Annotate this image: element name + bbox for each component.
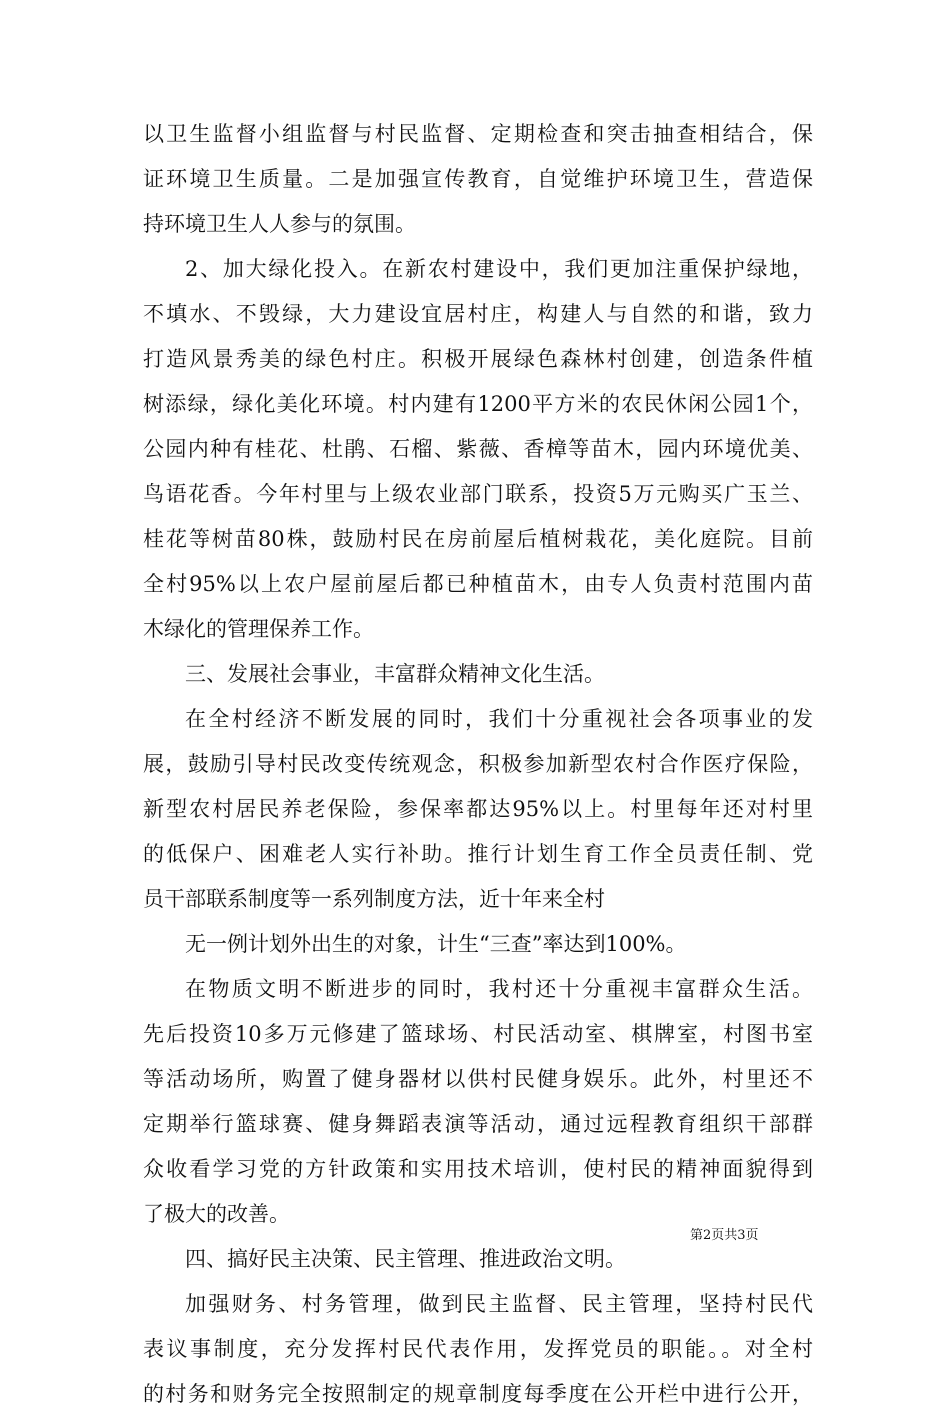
text-line: 公园内种有桂花、杜鹃、石榴、紫薇、香樟等苗木，园内环境优美、 [143, 437, 813, 461]
text-line: 木绿化的管理保养工作。 [143, 617, 374, 641]
text-line: 展，鼓励引导村民改变传统观念，积极参加新型农村合作医疗保险， [143, 752, 813, 776]
text-line: 桂花等树苗80株，鼓励村民在房前屋后植树栽花，美化庭院。目前 [143, 527, 813, 551]
section-heading: 三、发展社会事业，丰富群众精神文化生活。 [185, 662, 605, 686]
text-line: 证环境卫生质量。二是加强宣传教育，自觉维护环境卫生，营造保 [143, 167, 813, 191]
document-body [143, 112, 813, 1417]
text-line: 的村务和财务完全按照制定的规章制度每季度在公开栏中进行公开， [143, 1382, 813, 1406]
text-line: 表议事制度，充分发挥村民代表作用，发挥党员的职能。。对全村 [143, 1337, 813, 1361]
text-line: 了极大的改善。 [143, 1202, 290, 1226]
text-line: 先后投资10多万元修建了篮球场、村民活动室、棋牌室，村图书室 [143, 1022, 813, 1046]
text-line: 全村95%以上农户屋前屋后都已种植苗木，由专人负责村范围内苗 [143, 572, 813, 596]
text-line: 以卫生监督小组监督与村民监督、定期检查和突击抽查相结合，保 [143, 122, 813, 146]
text-line: 众收看学习党的方针政策和实用技术培训，使村民的精神面貌得到 [143, 1157, 813, 1181]
text-line: 在全村经济不断发展的同时，我们十分重视社会各项事业的发 [185, 707, 813, 731]
text-line: 员干部联系制度等一系列制度方法，近十年来全村 [143, 887, 605, 911]
text-line: 无一例计划外出生的对象，计生“三查”率达到100%。 [185, 932, 687, 956]
text-line: 2、加大绿化投入。在新农村建设中，我们更加注重保护绿地， [185, 257, 813, 281]
text-line: 定期举行篮球赛、健身舞蹈表演等活动，通过远程教育组织干部群 [143, 1112, 813, 1136]
section-heading: 四、搞好民主决策、民主管理、推进政治文明。 [185, 1247, 626, 1271]
text-line: 的低保户、困难老人实行补助。推行计划生育工作全员责任制、党 [143, 842, 813, 866]
page-number: 第2页共3页 [690, 1228, 759, 1243]
text-line: 不填水、不毁绿，大力建设宜居村庄，构建人与自然的和谐，致力 [143, 302, 813, 326]
text-line: 打造风景秀美的绿色村庄。积极开展绿色森林村创建，创造条件植 [143, 347, 813, 371]
text-line: 树添绿，绿化美化环境。村内建有1200平方米的农民休闲公园1个， [143, 392, 813, 416]
text-line: 等活动场所，购置了健身器材以供村民健身娱乐。此外，村里还不 [143, 1067, 813, 1091]
text-line: 鸟语花香。今年村里与上级农业部门联系，投资5万元购买广玉兰、 [143, 482, 813, 506]
text-line: 在物质文明不断进步的同时，我村还十分重视丰富群众生活。 [185, 977, 813, 1001]
text-line: 新型农村居民养老保险，参保率都达95%以上。村里每年还对村里 [143, 797, 813, 821]
text-line: 加强财务、村务管理，做到民主监督、民主管理，坚持村民代 [185, 1292, 813, 1316]
text-line: 持环境卫生人人参与的氛围。 [143, 212, 416, 236]
